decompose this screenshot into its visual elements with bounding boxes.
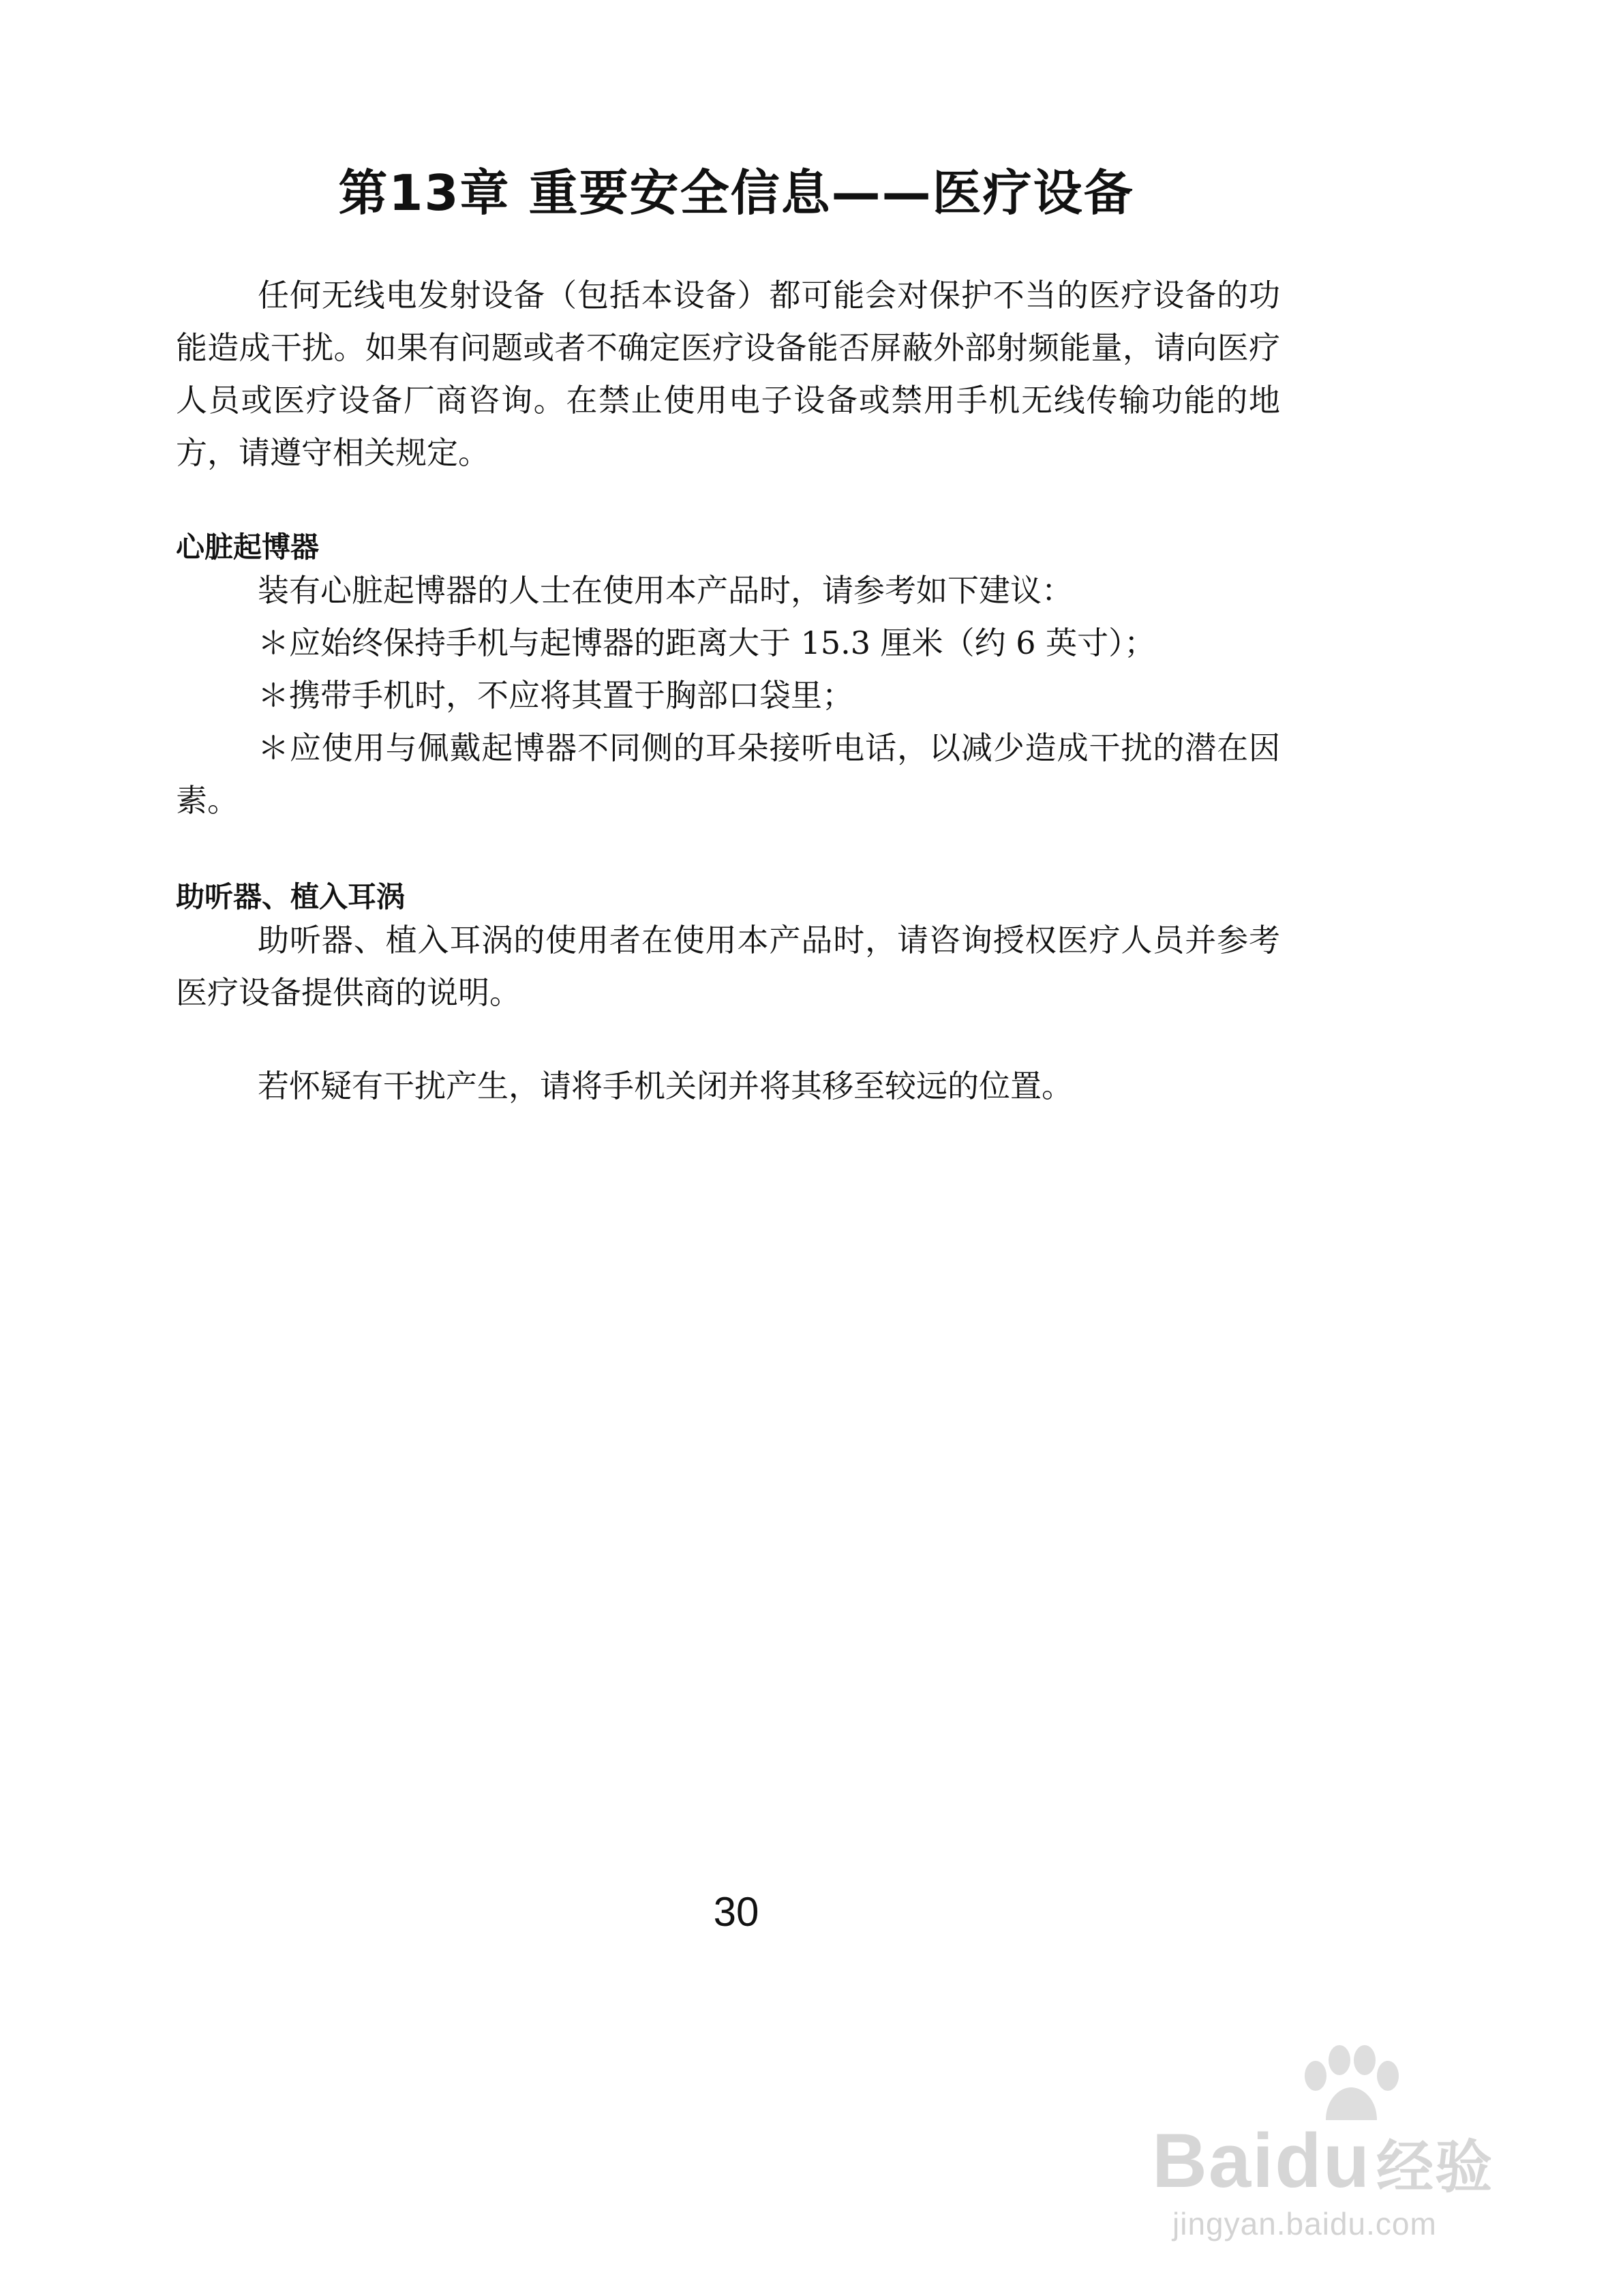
pacemaker-lead: 装有心脏起博器的人士在使用本产品时，请参考如下建议： (258, 572, 1073, 609)
pacemaker-bullet-2: ＊携带手机时，不应将其置于胸部口袋里； (258, 677, 853, 714)
baidu-jingyan-watermark (1152, 2045, 1534, 2250)
watermark-brand-bai: Bai (1152, 2118, 1275, 2203)
watermark-url: jingyan.baidu.com (1172, 2206, 1437, 2241)
watermark-brand-du: du (1275, 2118, 1371, 2203)
watermark-brand-cn: 经验 (1376, 2134, 1494, 2201)
hearing-aid-paragraph: 助听器、植入耳涡的使用者在使用本产品时，请咨询授权医疗人员并参考医疗设备提供商的说明。 (176, 922, 1280, 1011)
page-number: 30 (713, 1889, 759, 1935)
paw-logo-icon (1288, 2045, 1411, 2127)
pacemaker-bullet-1: ＊应始终保持手机与起博器的距离大于 15.3 厘米（约 6 英寸）； (258, 624, 1156, 661)
pacemaker-bullet-3: ＊应使用与佩戴起博器不同侧的耳朵接听电话，以减少造成干扰的潜在因素。 (176, 729, 1280, 819)
closing-paragraph: 若怀疑有干扰产生，请将手机关闭并将其移至较远的位置。 (258, 1068, 1073, 1104)
page-title: 第13章 重要安全信息——医疗设备 (338, 164, 1134, 222)
watermark-brand (1152, 2117, 1493, 2205)
intro-paragraph: 任何无线电发射设备（包括本设备）都可能会对保护不当的医疗设备的功能造成干扰。如果有问题或者不确定医疗设备能否屏蔽外部射频能量，请向医疗人员或医疗设备厂商咨询。在禁止使用电子设备或禁用手机无线传输功能的地方，请遵守相关规定。 (176, 277, 1280, 471)
pacemaker-heading: 心脏起博器 (176, 530, 320, 564)
hearing-aid-heading: 助听器、植入耳涡 (176, 880, 406, 913)
